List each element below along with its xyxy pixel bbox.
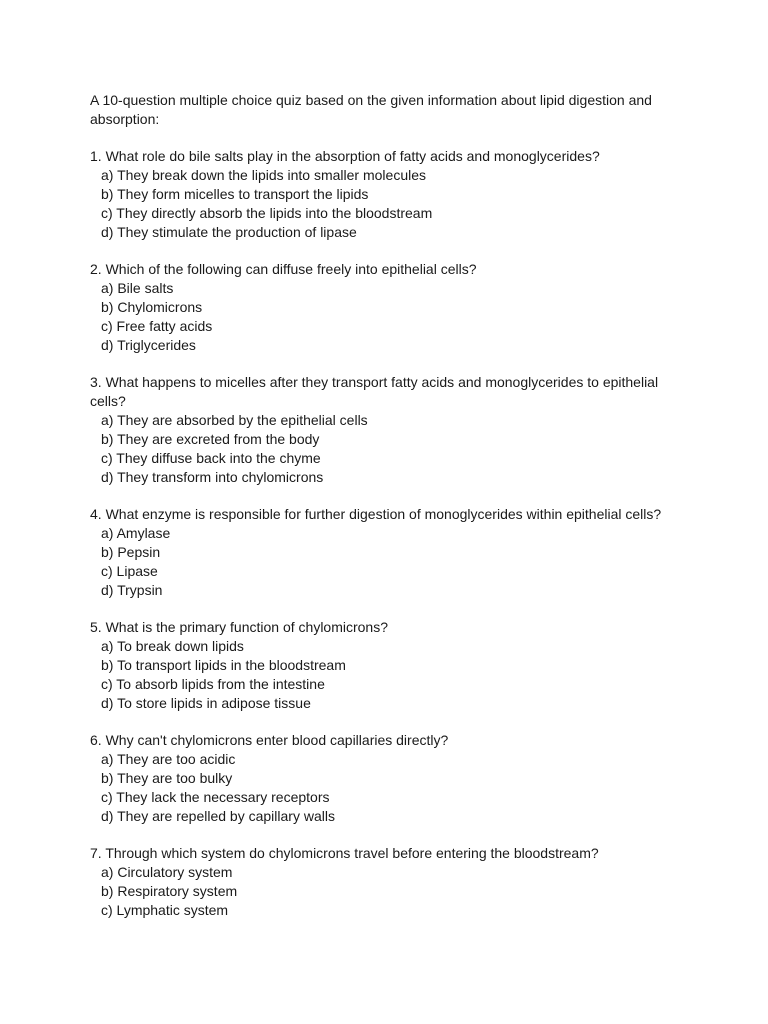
option-d: d) To store lipids in adipose tissue bbox=[101, 695, 311, 711]
option-c: c) They lack the necessary receptors bbox=[101, 789, 330, 805]
option-d: d) Trypsin bbox=[101, 582, 163, 598]
option-c: c) Lymphatic system bbox=[101, 902, 229, 918]
question-text: 5. What is the primary function of chylomicrons? bbox=[90, 619, 389, 635]
options-list bbox=[90, 411, 680, 487]
question-text: 6. Why can't chylomicrons enter blood capillaries directly? bbox=[90, 732, 449, 748]
options-list bbox=[90, 166, 680, 242]
option-c: c) They diffuse back into the chyme bbox=[101, 450, 321, 466]
option-a: a) To break down lipids bbox=[101, 638, 244, 654]
option-b: b) Chylomicrons bbox=[101, 299, 203, 315]
question-3 bbox=[90, 373, 680, 487]
option-a: a) They are absorbed by the epithelial cells bbox=[101, 412, 368, 428]
options-list bbox=[90, 279, 680, 355]
question-6 bbox=[90, 731, 680, 826]
option-c: c) Lipase bbox=[101, 563, 158, 579]
option-d: d) They transform into chylomicrons bbox=[101, 469, 324, 485]
question-text: 7. Through which system do chylomicrons travel before entering the bloodstream? bbox=[90, 845, 599, 861]
option-a: a) Amylase bbox=[101, 525, 171, 541]
option-c: c) To absorb lipids from the intestine bbox=[101, 676, 325, 692]
option-c: c) Free fatty acids bbox=[101, 318, 213, 334]
option-a: a) Bile salts bbox=[101, 280, 174, 296]
option-a: a) They are too acidic bbox=[101, 751, 236, 767]
option-c: c) They directly absorb the lipids into the bloodstream bbox=[101, 205, 433, 221]
option-b: b) They are too bulky bbox=[101, 770, 233, 786]
option-a: a) Circulatory system bbox=[101, 864, 233, 880]
option-b: b) They form micelles to transport the lipids bbox=[101, 186, 369, 202]
quiz-intro: A 10-question multiple choice quiz based on the given information about lipid digestion and absorption: bbox=[90, 92, 652, 127]
options-list bbox=[90, 637, 680, 713]
question-7 bbox=[90, 844, 680, 920]
options-list bbox=[90, 863, 680, 920]
option-d: d) They are repelled by capillary walls bbox=[101, 808, 335, 824]
option-b: b) To transport lipids in the bloodstream bbox=[101, 657, 346, 673]
question-4 bbox=[90, 505, 680, 600]
options-list bbox=[90, 750, 680, 826]
question-2 bbox=[90, 260, 680, 355]
question-text: 1. What role do bile salts play in the absorption of fatty acids and monoglycerides? bbox=[90, 148, 600, 164]
options-list bbox=[90, 524, 680, 600]
option-b: b) Pepsin bbox=[101, 544, 161, 560]
option-d: d) They stimulate the production of lipase bbox=[101, 224, 357, 240]
question-text: 3. What happens to micelles after they transport fatty acids and monoglycerides to epithelial cells? bbox=[90, 374, 659, 409]
question-1 bbox=[90, 147, 680, 242]
document-page bbox=[90, 91, 680, 920]
option-a: a) They break down the lipids into smaller molecules bbox=[101, 167, 427, 183]
option-b: b) They are excreted from the body bbox=[101, 431, 320, 447]
question-5 bbox=[90, 618, 680, 713]
question-text: 2. Which of the following can diffuse freely into epithelial cells? bbox=[90, 261, 477, 277]
option-d: d) Triglycerides bbox=[101, 337, 196, 353]
question-text: 4. What enzyme is responsible for further digestion of monoglycerides within epithelial cells? bbox=[90, 506, 662, 522]
option-b: b) Respiratory system bbox=[101, 883, 238, 899]
